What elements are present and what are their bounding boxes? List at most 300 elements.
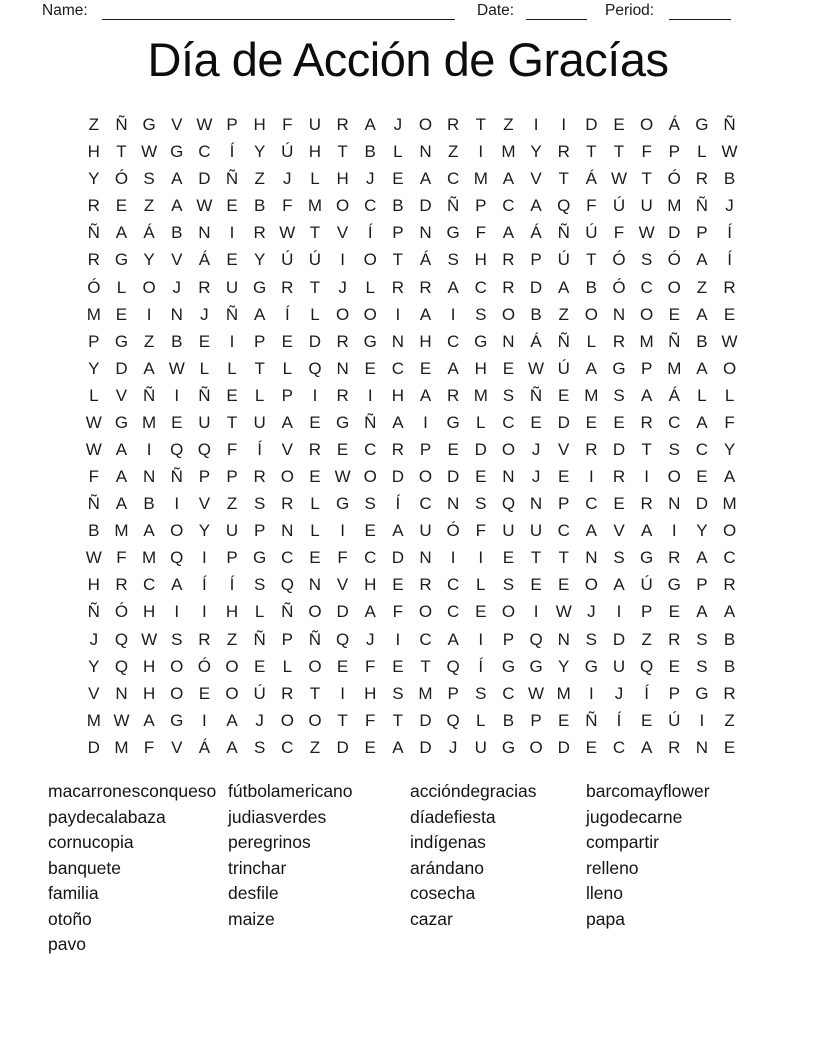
grid-letter: E — [226, 385, 238, 405]
grid-letter: L — [393, 142, 403, 162]
grid-letter: N — [502, 331, 515, 351]
word-list-column — [228, 779, 410, 932]
grid-letter: B — [171, 331, 183, 351]
grid-letter: Ñ — [253, 629, 266, 649]
word-list-item: cosecha — [410, 883, 476, 903]
grid-letter: R — [198, 277, 211, 297]
grid-letter: Ñ — [87, 602, 100, 622]
grid-letter: N — [612, 304, 626, 324]
grid-letter: Z — [143, 331, 155, 351]
grid-letter: T — [558, 169, 569, 189]
grid-letter: L — [697, 385, 707, 405]
grid-letter: T — [392, 250, 404, 270]
grid-letter: V — [88, 683, 100, 703]
grid-letter: Ú — [668, 710, 681, 730]
grid-letter: E — [364, 737, 376, 757]
grid-letter: L — [116, 277, 127, 297]
grid-letter: O — [280, 710, 294, 730]
grid-letter: V — [613, 521, 625, 541]
grid-letter: S — [253, 575, 266, 595]
grid-letter: V — [336, 575, 349, 595]
grid-letter: A — [696, 304, 708, 324]
grid-letter: Ú — [557, 358, 570, 378]
grid-letter: E — [309, 548, 321, 568]
grid-letter: I — [340, 683, 345, 703]
grid-letter: G — [142, 115, 156, 135]
grid-letter: Í — [202, 575, 207, 595]
grid-letter: N — [419, 223, 432, 243]
word-list-item: peregrinos — [228, 832, 311, 852]
grid-letter: Ñ — [225, 169, 239, 189]
grid-letter: M — [473, 169, 488, 189]
grid-letter: R — [87, 250, 100, 270]
grid-letter: T — [586, 250, 597, 270]
grid-letter: G — [446, 412, 460, 432]
grid-letter: O — [170, 521, 184, 541]
grid-letter: O — [722, 358, 737, 378]
grid-letter: G — [114, 412, 129, 432]
word-list-column — [48, 779, 228, 958]
grid-letter: J — [172, 277, 181, 297]
grid-letter: A — [115, 223, 128, 243]
name-blank-line — [102, 3, 455, 20]
grid-letter: A — [696, 548, 708, 568]
grid-letter: Q — [114, 656, 129, 676]
word-list-item: papa — [586, 908, 625, 929]
grid-letter: T — [613, 142, 625, 162]
grid-letter: Ñ — [142, 385, 156, 405]
grid-letter: R — [336, 385, 349, 405]
grid-letter: L — [724, 385, 735, 405]
grid-letter: L — [476, 710, 486, 730]
grid-letter: E — [392, 575, 404, 595]
grid-letter: D — [668, 223, 681, 243]
grid-letter: G — [529, 656, 543, 676]
grid-letter: N — [170, 304, 183, 324]
grid-letter: N — [281, 521, 294, 541]
grid-letter: M — [307, 196, 323, 216]
grid-letter: N — [502, 467, 515, 487]
grid-letter: R — [281, 683, 294, 703]
grid-letter: I — [533, 115, 539, 135]
word-list-item: barcomayflower — [586, 781, 710, 801]
grid-letter: E — [585, 412, 598, 432]
grid-letter: Ú — [612, 196, 626, 216]
grid-letter: M — [142, 412, 157, 432]
grid-letter: A — [419, 169, 432, 189]
grid-letter: T — [558, 548, 569, 568]
grid-letter: E — [419, 358, 432, 378]
grid-letter: A — [171, 575, 183, 595]
grid-letter: G — [667, 575, 681, 595]
word-list-item: paydecalabaza — [48, 806, 166, 827]
grid-letter: P — [226, 467, 238, 487]
grid-letter: U — [640, 196, 653, 216]
grid-letter: A — [640, 385, 653, 405]
grid-letter: P — [668, 142, 680, 162]
grid-letter: Á — [585, 169, 598, 189]
grid-letter: R — [502, 250, 515, 270]
grid-letter: C — [447, 575, 460, 595]
grid-letter: G — [695, 683, 709, 703]
grid-letter: V — [198, 494, 211, 514]
grid-letter: E — [447, 439, 459, 459]
grid-letter: Í — [367, 223, 373, 243]
grid-letter: I — [616, 602, 622, 622]
grid-letter: A — [640, 521, 653, 541]
grid-letter: L — [697, 142, 707, 162]
grid-letter: P — [226, 115, 238, 135]
grid-letter: Y — [530, 142, 542, 162]
grid-letter: Q — [170, 548, 184, 568]
grid-letter: A — [723, 467, 736, 487]
grid-letter: F — [475, 223, 486, 243]
grid-letter: E — [392, 169, 404, 189]
grid-letter: U — [529, 521, 543, 541]
grid-letter: C — [391, 358, 404, 378]
grid-letter: C — [281, 737, 294, 757]
grid-letter: I — [202, 710, 207, 730]
word-list-item: arándano — [410, 857, 484, 878]
grid-letter: E — [640, 710, 653, 730]
grid-letter: D — [87, 737, 100, 757]
grid-letter: L — [254, 602, 265, 622]
grid-letter: Í — [644, 683, 649, 703]
grid-letter: A — [253, 304, 266, 324]
grid-letter: A — [585, 358, 598, 378]
grid-letter: T — [530, 548, 542, 568]
grid-letter: F — [586, 196, 597, 216]
grid-letter: O — [722, 521, 737, 541]
grid-letter: Ú — [281, 250, 294, 270]
grid-letter: Ó — [667, 250, 681, 270]
grid-letter: R — [336, 331, 349, 351]
grid-letter: N — [585, 548, 598, 568]
grid-letter: W — [279, 223, 296, 243]
grid-letter: Z — [641, 629, 652, 649]
grid-letter: P — [530, 250, 542, 270]
grid-letter: M — [142, 548, 157, 568]
grid-letter: Á — [143, 223, 155, 243]
grid-letter: U — [225, 277, 239, 297]
grid-letter: P — [419, 439, 432, 459]
word-list-item: cazar — [410, 908, 453, 929]
grid-letter: S — [364, 494, 376, 514]
grid-letter: P — [668, 683, 680, 703]
grid-letter: O — [418, 115, 433, 135]
word-list-item: compartir — [586, 832, 659, 852]
grid-letter: G — [612, 358, 626, 378]
grid-letter: Z — [503, 115, 514, 135]
grid-letter: C — [419, 494, 432, 514]
grid-letter: Ñ — [308, 629, 322, 649]
grid-letter: S — [696, 656, 708, 676]
grid-letter: V — [171, 250, 183, 270]
grid-letter: E — [723, 737, 736, 757]
grid-letter: Ó — [446, 521, 460, 541]
grid-letter: D — [529, 277, 543, 297]
grid-letter: H — [87, 575, 100, 595]
grid-letter: I — [478, 548, 484, 568]
word-list-item: fútbolamericano — [228, 781, 353, 801]
grid-letter: W — [141, 629, 158, 649]
grid-letter: W — [85, 412, 102, 432]
grid-letter: E — [309, 467, 321, 487]
grid-letter: Á — [530, 223, 542, 243]
grid-letter: Ñ — [557, 223, 570, 243]
grid-letter: O — [584, 575, 598, 595]
grid-letter: Á — [668, 115, 680, 135]
grid-letter: O — [529, 737, 543, 757]
word-list-item: pavo — [48, 934, 86, 954]
word-list-item: desfile — [228, 883, 279, 903]
grid-letter: Ñ — [198, 385, 211, 405]
word-search-grid — [80, 111, 743, 761]
grid-letter: L — [310, 521, 320, 541]
grid-letter: V — [281, 439, 293, 459]
grid-letter: Á — [198, 737, 211, 757]
grid-letter: G — [114, 250, 129, 270]
grid-letter: E — [585, 737, 598, 757]
grid-letter: A — [558, 277, 570, 297]
grid-letter: A — [696, 358, 708, 378]
grid-letter: G — [170, 710, 184, 730]
grid-letter: W — [85, 439, 102, 459]
grid-letter: Y — [143, 250, 155, 270]
grid-letter: Ñ — [585, 710, 598, 730]
grid-letter: G — [501, 656, 516, 676]
grid-letter: Ó — [612, 250, 626, 270]
grid-letter: N — [198, 223, 211, 243]
grid-letter: O — [170, 683, 184, 703]
grid-letter: C — [364, 548, 377, 568]
grid-letter: Q — [501, 494, 516, 514]
grid-letter: C — [474, 277, 487, 297]
grid-letter: E — [668, 656, 680, 676]
grid-letter: Ó — [114, 169, 129, 189]
grid-letter: V — [530, 169, 542, 189]
grid-letter: I — [671, 521, 677, 541]
grid-letter: D — [474, 439, 487, 459]
grid-letter: O — [308, 602, 322, 622]
grid-letter: Ú — [281, 142, 294, 162]
grid-letter: E — [253, 656, 266, 676]
grid-letter: M — [86, 304, 101, 324]
grid-letter: F — [475, 521, 486, 541]
grid-letter: D — [115, 358, 128, 378]
grid-letter: H — [142, 683, 156, 703]
word-list-item: relleno — [586, 857, 639, 878]
grid-letter: M — [114, 737, 129, 757]
grid-letter: O — [363, 304, 377, 324]
grid-letter: U — [419, 521, 432, 541]
grid-letter: M — [639, 331, 654, 351]
grid-letter: O — [418, 467, 433, 487]
grid-letter: Í — [284, 304, 290, 324]
grid-letter: C — [281, 548, 294, 568]
grid-letter: F — [724, 412, 735, 432]
grid-letter: C — [668, 412, 681, 432]
grid-letter: O — [667, 277, 681, 297]
grid-letter: C — [419, 629, 432, 649]
grid-letter: Q — [170, 439, 184, 459]
grid-letter: W — [528, 358, 545, 378]
grid-letter: A — [171, 169, 183, 189]
grid-letter: W — [168, 358, 185, 378]
grid-letter: C — [142, 575, 156, 595]
grid-letter: R — [281, 494, 294, 514]
grid-letter: J — [725, 196, 734, 216]
grid-letter: Z — [724, 710, 735, 730]
grid-letter: U — [502, 521, 515, 541]
grid-letter: C — [364, 196, 377, 216]
grid-letter: E — [530, 575, 542, 595]
grid-letter: R — [612, 467, 626, 487]
grid-letter: S — [502, 385, 515, 405]
grid-letter: A — [392, 521, 404, 541]
grid-letter: F — [365, 710, 376, 730]
grid-letter: O — [501, 602, 516, 622]
grid-letter: L — [227, 358, 237, 378]
grid-letter: M — [667, 196, 682, 216]
grid-letter: N — [308, 575, 322, 595]
grid-letter: Z — [143, 196, 155, 216]
grid-letter: O — [280, 467, 294, 487]
grid-letter: T — [309, 683, 321, 703]
grid-letter: E — [364, 358, 376, 378]
grid-letter: E — [336, 656, 349, 676]
grid-letter: E — [475, 602, 487, 622]
grid-letter: R — [391, 439, 404, 459]
grid-letter: M — [114, 521, 129, 541]
grid-letter: V — [171, 115, 183, 135]
grid-letter: Á — [668, 385, 680, 405]
period-blank-line — [669, 3, 731, 20]
grid-letter: J — [448, 737, 458, 757]
grid-letter: D — [308, 331, 322, 351]
grid-letter: H — [391, 385, 404, 405]
grid-letter: J — [283, 169, 292, 189]
grid-letter: Ñ — [225, 304, 239, 324]
grid-letter: I — [229, 331, 235, 351]
grid-letter: S — [585, 629, 598, 649]
grid-letter: R — [336, 115, 349, 135]
grid-letter: A — [392, 412, 404, 432]
grid-letter: G — [584, 656, 598, 676]
grid-letter: Y — [558, 656, 570, 676]
grid-letter: P — [696, 223, 708, 243]
grid-letter: T — [309, 223, 321, 243]
word-list-item: familia — [48, 883, 99, 903]
grid-letter: H — [308, 142, 322, 162]
grid-letter: S — [253, 494, 266, 514]
grid-letter: R — [640, 494, 653, 514]
grid-letter: Í — [478, 656, 484, 676]
grid-letter: L — [586, 331, 597, 351]
grid-letter: I — [174, 494, 180, 514]
grid-letter: P — [226, 548, 238, 568]
grid-letter: D — [336, 602, 349, 622]
grid-letter: W — [528, 683, 545, 703]
grid-letter: P — [198, 467, 211, 487]
grid-letter: L — [476, 412, 486, 432]
word-list-item: jugodecarne — [586, 806, 683, 827]
grid-letter: T — [337, 142, 348, 162]
grid-letter: S — [613, 385, 625, 405]
grid-letter: Z — [309, 737, 321, 757]
grid-letter: V — [336, 223, 349, 243]
grid-letter: M — [556, 683, 571, 703]
grid-letter: Z — [226, 494, 238, 514]
grid-letter: D — [419, 737, 432, 757]
grid-letter: B — [530, 304, 542, 324]
grid-letter: I — [146, 304, 152, 324]
grid-letter: L — [310, 494, 320, 514]
grid-letter: T — [309, 277, 321, 297]
grid-letter: C — [447, 169, 460, 189]
grid-letter: D — [336, 737, 349, 757]
grid-letter: I — [588, 467, 594, 487]
grid-letter: J — [338, 277, 347, 297]
grid-letter: I — [340, 521, 345, 541]
grid-letter: P — [88, 331, 100, 351]
grid-letter: D — [585, 115, 598, 135]
grid-letter: E — [502, 548, 515, 568]
grid-letter: Y — [253, 142, 266, 162]
grid-letter: G — [335, 494, 350, 514]
grid-letter: T — [420, 656, 431, 676]
grid-letter: I — [423, 412, 428, 432]
grid-letter: I — [174, 602, 180, 622]
grid-letter: Q — [557, 196, 571, 216]
grid-letter: G — [253, 277, 267, 297]
grid-letter: A — [419, 304, 432, 324]
grid-letter: J — [614, 683, 624, 703]
grid-letter: Ó — [197, 656, 211, 676]
grid-letter: J — [531, 439, 541, 459]
grid-letter: B — [392, 196, 404, 216]
grid-letter: I — [202, 602, 207, 622]
grid-letter: U — [612, 656, 626, 676]
grid-letter: F — [116, 548, 127, 568]
grid-letter: A — [447, 277, 459, 297]
grid-letter: Í — [616, 710, 622, 730]
date-blank-line — [526, 3, 587, 20]
grid-letter: H — [142, 602, 156, 622]
grid-letter: F — [613, 223, 625, 243]
grid-letter: R — [723, 575, 736, 595]
grid-letter: A — [419, 385, 432, 405]
grid-letter: E — [723, 304, 736, 324]
grid-letter: R — [585, 439, 598, 459]
grid-letter: U — [253, 412, 266, 432]
grid-letter: Y — [253, 250, 266, 270]
grid-letter: A — [613, 575, 625, 595]
grid-letter: O — [640, 115, 654, 135]
grid-letter: Ú — [308, 250, 322, 270]
grid-letter: J — [587, 602, 596, 622]
grid-letter: E — [475, 467, 487, 487]
grid-letter: Z — [558, 304, 569, 324]
grid-letter: O — [501, 439, 516, 459]
grid-letter: W — [610, 169, 628, 189]
grid-letter: T — [226, 412, 238, 432]
grid-letter: Z — [254, 169, 265, 189]
grid-letter: T — [116, 142, 127, 162]
grid-letter: Á — [419, 250, 432, 270]
grid-letter: A — [696, 602, 708, 622]
grid-letter: F — [365, 656, 376, 676]
